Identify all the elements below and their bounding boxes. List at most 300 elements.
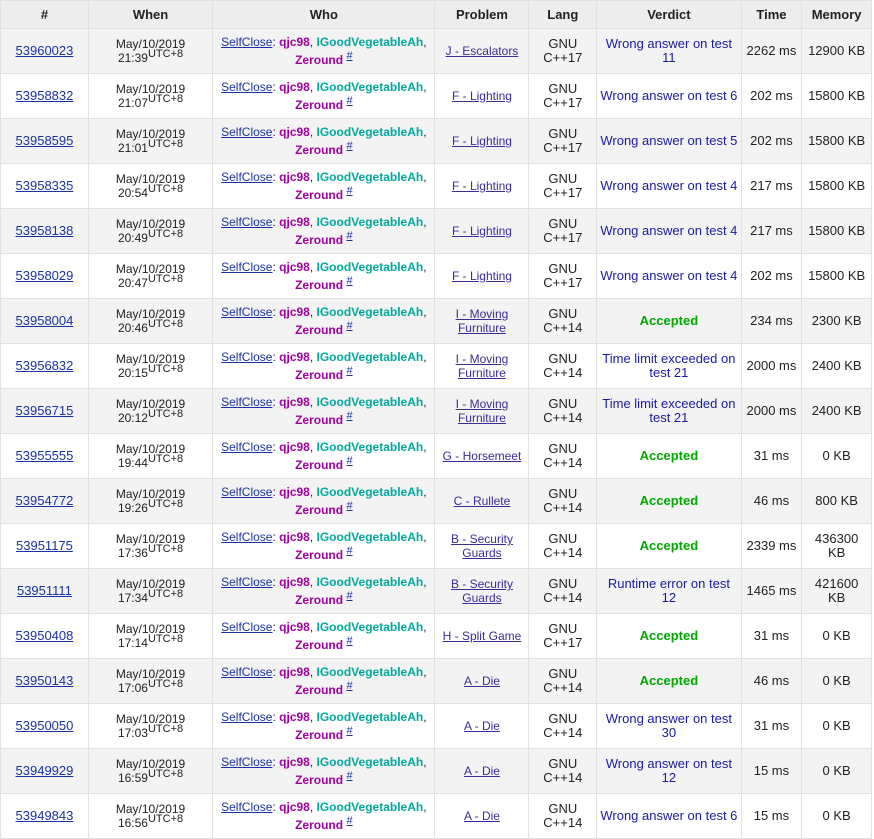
when-cell bbox=[88, 614, 212, 659]
member-link[interactable]: IGoodVegetableAh bbox=[316, 170, 424, 184]
header-problem: Problem bbox=[435, 1, 529, 29]
when-cell bbox=[88, 344, 212, 389]
who-cell: SelfClose: qjc98, IGoodVegetableAh, Zeround # bbox=[213, 749, 435, 794]
timezone-label: UTC+8 bbox=[147, 408, 184, 420]
team-hash-link[interactable]: # bbox=[346, 725, 353, 737]
timezone-label: UTC+8 bbox=[147, 588, 184, 600]
member-link[interactable]: IGoodVegetableAh bbox=[316, 800, 424, 814]
member-link[interactable]: Zeround bbox=[295, 683, 344, 697]
lang-cell: GNU C++17 bbox=[529, 209, 597, 254]
lang-cell: GNU C++14 bbox=[529, 704, 597, 749]
header-who: Who bbox=[213, 1, 435, 29]
team-link[interactable]: SelfClose bbox=[221, 125, 273, 139]
submission-id-link[interactable]: 53956832 bbox=[15, 358, 74, 373]
submission-time: 17:36 bbox=[117, 546, 148, 560]
problem-link[interactable]: J - Escalators bbox=[445, 44, 519, 58]
submission-date: May/10/2019 bbox=[115, 757, 186, 771]
when-cell bbox=[88, 119, 212, 164]
member-link[interactable]: IGoodVegetableAh bbox=[316, 35, 424, 49]
team-link[interactable]: SelfClose bbox=[221, 620, 273, 634]
who-cell: SelfClose: qjc98, IGoodVegetableAh, Zeround # bbox=[213, 254, 435, 299]
team-link[interactable]: SelfClose bbox=[221, 710, 273, 724]
timezone-label: UTC+8 bbox=[147, 543, 184, 555]
verdict-cell: Runtime error on test 12 bbox=[597, 569, 741, 614]
team-hash-link[interactable]: # bbox=[346, 815, 353, 827]
member-link[interactable]: Zeround bbox=[295, 458, 344, 472]
team-hash-link[interactable]: # bbox=[346, 365, 353, 377]
team-hash-link[interactable]: # bbox=[346, 410, 353, 422]
problem-cell bbox=[435, 749, 529, 794]
problem-link[interactable]: A - Die bbox=[463, 809, 500, 823]
problem-cell bbox=[435, 74, 529, 119]
member-link[interactable]: IGoodVegetableAh bbox=[316, 485, 424, 499]
submission-id-link[interactable]: 53958832 bbox=[15, 88, 74, 103]
when-cell bbox=[88, 794, 212, 839]
memory-cell: 421600 KB bbox=[802, 569, 872, 614]
submission-date: May/10/2019 bbox=[115, 667, 186, 681]
team-hash-link[interactable]: # bbox=[346, 320, 353, 332]
submission-time: 17:14 bbox=[117, 636, 148, 650]
submission-date: May/10/2019 bbox=[115, 37, 186, 51]
header-when: When bbox=[88, 1, 212, 29]
time-cell: 2000 ms bbox=[741, 344, 802, 389]
timezone-label: UTC+8 bbox=[147, 318, 184, 330]
who-cell: SelfClose: qjc98, IGoodVegetableAh, Zeround # bbox=[213, 659, 435, 704]
submission-id-link[interactable]: 53956715 bbox=[15, 403, 74, 418]
team-link[interactable]: SelfClose bbox=[221, 170, 273, 184]
problem-cell bbox=[435, 164, 529, 209]
team-link[interactable]: SelfClose bbox=[221, 575, 273, 589]
lang-cell: GNU C++17 bbox=[529, 614, 597, 659]
submission-id-cell bbox=[1, 659, 89, 704]
member-link[interactable]: IGoodVegetableAh bbox=[316, 350, 424, 364]
problem-cell bbox=[435, 614, 529, 659]
problem-link[interactable]: F - Lighting bbox=[451, 134, 512, 148]
member-link[interactable]: Zeround bbox=[295, 53, 344, 67]
submission-date: May/10/2019 bbox=[115, 127, 186, 141]
member-link[interactable]: Zeround bbox=[295, 368, 344, 382]
member-link[interactable]: Zeround bbox=[295, 638, 344, 652]
member-link[interactable]: qjc98 bbox=[279, 395, 310, 409]
memory-cell: 0 KB bbox=[802, 659, 872, 704]
member-link[interactable]: Zeround bbox=[295, 323, 344, 337]
submission-date: May/10/2019 bbox=[115, 712, 186, 726]
member-link[interactable]: Zeround bbox=[295, 143, 344, 157]
lang-cell: GNU C++14 bbox=[529, 389, 597, 434]
memory-cell: 436300 KB bbox=[802, 524, 872, 569]
table-header-row bbox=[1, 1, 872, 29]
submission-time: 16:56 bbox=[117, 816, 148, 830]
member-link[interactable]: Zeround bbox=[295, 98, 344, 112]
submission-id-link[interactable]: 53958138 bbox=[15, 223, 74, 238]
member-link[interactable]: qjc98 bbox=[279, 440, 310, 454]
problem-link[interactable]: F - Lighting bbox=[451, 224, 512, 238]
time-cell: 202 ms bbox=[741, 119, 802, 164]
header-lang: Lang bbox=[529, 1, 597, 29]
problem-link[interactable]: F - Lighting bbox=[451, 269, 512, 283]
submission-id-cell bbox=[1, 344, 89, 389]
team-link[interactable]: SelfClose bbox=[221, 800, 273, 814]
member-link[interactable]: IGoodVegetableAh bbox=[316, 755, 424, 769]
submission-time: 20:49 bbox=[117, 231, 148, 245]
who-cell: SelfClose: qjc98, IGoodVegetableAh, Zeround # bbox=[213, 434, 435, 479]
member-link[interactable]: IGoodVegetableAh bbox=[316, 530, 424, 544]
table-row bbox=[1, 749, 872, 794]
submission-id-cell bbox=[1, 479, 89, 524]
member-link[interactable]: IGoodVegetableAh bbox=[316, 80, 424, 94]
member-link[interactable]: qjc98 bbox=[279, 260, 310, 274]
team-hash-link[interactable]: # bbox=[346, 635, 353, 647]
submission-date: May/10/2019 bbox=[115, 172, 186, 186]
member-link[interactable]: qjc98 bbox=[279, 485, 310, 499]
when-cell bbox=[88, 74, 212, 119]
table-row bbox=[1, 389, 872, 434]
submission-time: 19:44 bbox=[117, 456, 148, 470]
member-link[interactable]: qjc98 bbox=[279, 215, 310, 229]
time-cell: 31 ms bbox=[741, 434, 802, 479]
problem-cell bbox=[435, 659, 529, 704]
submission-time: 20:54 bbox=[117, 186, 148, 200]
table-row bbox=[1, 344, 872, 389]
time-cell: 202 ms bbox=[741, 254, 802, 299]
member-link[interactable]: IGoodVegetableAh bbox=[316, 260, 424, 274]
member-link[interactable]: Zeround bbox=[295, 278, 344, 292]
memory-cell: 15800 KB bbox=[802, 164, 872, 209]
member-link[interactable]: qjc98 bbox=[279, 305, 310, 319]
time-cell: 1465 ms bbox=[741, 569, 802, 614]
time-cell: 2339 ms bbox=[741, 524, 802, 569]
submission-time: 19:26 bbox=[117, 501, 148, 515]
member-link[interactable]: IGoodVegetableAh bbox=[316, 305, 424, 319]
timezone-label: UTC+8 bbox=[147, 678, 184, 690]
member-link[interactable]: Zeround bbox=[295, 233, 344, 247]
submission-time: 20:47 bbox=[117, 276, 148, 290]
member-link[interactable]: Zeround bbox=[295, 818, 344, 832]
submission-id-link[interactable]: 53960023 bbox=[15, 43, 74, 58]
problem-link[interactable]: H - Split Game bbox=[442, 629, 522, 643]
time-cell: 15 ms bbox=[741, 749, 802, 794]
table-row bbox=[1, 254, 872, 299]
team-link[interactable]: SelfClose bbox=[221, 485, 273, 499]
team-hash-link[interactable]: # bbox=[346, 545, 353, 557]
team-link[interactable]: SelfClose bbox=[221, 530, 273, 544]
member-link[interactable]: qjc98 bbox=[279, 80, 310, 94]
problem-link[interactable]: C - Rullete bbox=[453, 494, 511, 508]
timezone-label: UTC+8 bbox=[147, 363, 184, 375]
lang-cell: GNU C++14 bbox=[529, 569, 597, 614]
member-link[interactable]: qjc98 bbox=[279, 350, 310, 364]
who-cell: SelfClose: qjc98, IGoodVegetableAh, Zeround # bbox=[213, 344, 435, 389]
team-link[interactable]: SelfClose bbox=[221, 755, 273, 769]
memory-cell: 2400 KB bbox=[802, 389, 872, 434]
member-link[interactable]: Zeround bbox=[295, 548, 344, 562]
verdict-cell: Wrong answer on test 6 bbox=[597, 74, 741, 119]
verdict-cell: Accepted bbox=[597, 434, 741, 479]
team-hash-link[interactable]: # bbox=[346, 50, 353, 62]
member-link[interactable]: qjc98 bbox=[279, 170, 310, 184]
timezone-label: UTC+8 bbox=[147, 183, 184, 195]
submission-id-cell bbox=[1, 254, 89, 299]
member-link[interactable]: IGoodVegetableAh bbox=[316, 125, 424, 139]
submission-id-link[interactable]: 53955555 bbox=[15, 448, 74, 463]
table-row bbox=[1, 614, 872, 659]
submission-id-cell bbox=[1, 704, 89, 749]
when-cell bbox=[88, 29, 212, 74]
who-cell: SelfClose: qjc98, IGoodVegetableAh, Zeround # bbox=[213, 389, 435, 434]
problem-cell bbox=[435, 704, 529, 749]
lang-cell: GNU C++17 bbox=[529, 254, 597, 299]
problem-link[interactable]: A - Die bbox=[463, 764, 500, 778]
lang-cell: GNU C++17 bbox=[529, 29, 597, 74]
memory-cell: 0 KB bbox=[802, 704, 872, 749]
submission-id-link[interactable]: 53950143 bbox=[15, 673, 74, 688]
member-link[interactable]: Zeround bbox=[295, 593, 344, 607]
verdict-cell: Accepted bbox=[597, 659, 741, 704]
timezone-label: UTC+8 bbox=[147, 48, 184, 60]
problem-cell bbox=[435, 479, 529, 524]
table-row bbox=[1, 74, 872, 119]
submission-date: May/10/2019 bbox=[115, 82, 186, 96]
submission-date: May/10/2019 bbox=[115, 352, 186, 366]
submission-time: 17:03 bbox=[117, 726, 148, 740]
submission-id-link[interactable]: 53958029 bbox=[15, 268, 74, 283]
when-cell bbox=[88, 164, 212, 209]
submission-id-cell bbox=[1, 524, 89, 569]
submission-id-link[interactable]: 53958004 bbox=[15, 313, 74, 328]
member-link[interactable]: IGoodVegetableAh bbox=[316, 215, 424, 229]
when-cell bbox=[88, 659, 212, 704]
when-cell bbox=[88, 704, 212, 749]
team-hash-link[interactable]: # bbox=[346, 275, 353, 287]
team-link[interactable]: SelfClose bbox=[221, 260, 273, 274]
lang-cell: GNU C++14 bbox=[529, 524, 597, 569]
submission-id-link[interactable]: 53958595 bbox=[15, 133, 74, 148]
problem-link[interactable]: B - Security Guards bbox=[450, 532, 513, 560]
table-row bbox=[1, 164, 872, 209]
memory-cell: 2400 KB bbox=[802, 344, 872, 389]
team-hash-link[interactable]: # bbox=[346, 680, 353, 692]
time-cell: 31 ms bbox=[741, 614, 802, 659]
verdict-cell: Accepted bbox=[597, 614, 741, 659]
member-link[interactable]: qjc98 bbox=[279, 665, 310, 679]
problem-cell bbox=[435, 119, 529, 164]
memory-cell: 15800 KB bbox=[802, 254, 872, 299]
submission-id-cell bbox=[1, 389, 89, 434]
problem-cell bbox=[435, 29, 529, 74]
who-cell: SelfClose: qjc98, IGoodVegetableAh, Zeround # bbox=[213, 209, 435, 254]
who-cell: SelfClose: qjc98, IGoodVegetableAh, Zeround # bbox=[213, 704, 435, 749]
submission-id-link[interactable]: 53958335 bbox=[15, 178, 74, 193]
submission-id-cell bbox=[1, 614, 89, 659]
problem-cell bbox=[435, 209, 529, 254]
submission-id-cell bbox=[1, 29, 89, 74]
time-cell: 234 ms bbox=[741, 299, 802, 344]
who-cell: SelfClose: qjc98, IGoodVegetableAh, Zeround # bbox=[213, 74, 435, 119]
member-link[interactable]: qjc98 bbox=[279, 125, 310, 139]
team-link[interactable]: SelfClose bbox=[221, 80, 273, 94]
team-hash-link[interactable]: # bbox=[346, 590, 353, 602]
timezone-label: UTC+8 bbox=[147, 93, 184, 105]
table-row bbox=[1, 29, 872, 74]
memory-cell: 15800 KB bbox=[802, 74, 872, 119]
member-link[interactable]: IGoodVegetableAh bbox=[316, 710, 424, 724]
who-cell: SelfClose: qjc98, IGoodVegetableAh, Zeround # bbox=[213, 119, 435, 164]
memory-cell: 0 KB bbox=[802, 614, 872, 659]
problem-link[interactable]: I - Moving Furniture bbox=[455, 397, 509, 425]
lang-cell: GNU C++14 bbox=[529, 344, 597, 389]
table-row bbox=[1, 704, 872, 749]
timezone-label: UTC+8 bbox=[147, 723, 184, 735]
timezone-label: UTC+8 bbox=[147, 228, 184, 240]
problem-link[interactable]: A - Die bbox=[463, 719, 500, 733]
member-link[interactable]: IGoodVegetableAh bbox=[316, 395, 424, 409]
table-row bbox=[1, 479, 872, 524]
member-link[interactable]: Zeround bbox=[295, 728, 344, 742]
submission-id-cell bbox=[1, 299, 89, 344]
problem-link[interactable]: A - Die bbox=[463, 674, 500, 688]
verdict-cell: Accepted bbox=[597, 524, 741, 569]
member-link[interactable]: qjc98 bbox=[279, 800, 310, 814]
submission-time: 20:15 bbox=[117, 366, 148, 380]
verdict-cell: Accepted bbox=[597, 299, 741, 344]
when-cell bbox=[88, 389, 212, 434]
problem-link[interactable]: I - Moving Furniture bbox=[455, 307, 509, 335]
submission-id-cell bbox=[1, 74, 89, 119]
submission-date: May/10/2019 bbox=[115, 802, 186, 816]
verdict-cell: Wrong answer on test 12 bbox=[597, 749, 741, 794]
table-row bbox=[1, 119, 872, 164]
who-cell: SelfClose: qjc98, IGoodVegetableAh, Zeround # bbox=[213, 794, 435, 839]
when-cell bbox=[88, 209, 212, 254]
lang-cell: GNU C++17 bbox=[529, 164, 597, 209]
memory-cell: 800 KB bbox=[802, 479, 872, 524]
member-link[interactable]: Zeround bbox=[295, 188, 344, 202]
lang-cell: GNU C++14 bbox=[529, 434, 597, 479]
verdict-cell: Time limit exceeded on test 21 bbox=[597, 389, 741, 434]
problem-link[interactable]: B - Security Guards bbox=[450, 577, 513, 605]
submission-id-cell bbox=[1, 119, 89, 164]
submission-id-link[interactable]: 53951111 bbox=[16, 583, 72, 598]
when-cell bbox=[88, 299, 212, 344]
time-cell: 202 ms bbox=[741, 74, 802, 119]
team-link[interactable]: SelfClose bbox=[221, 440, 273, 454]
header-time: Time bbox=[741, 1, 802, 29]
team-hash-link[interactable]: # bbox=[346, 185, 353, 197]
timezone-label: UTC+8 bbox=[147, 273, 184, 285]
team-link[interactable]: SelfClose bbox=[221, 395, 273, 409]
team-link[interactable]: SelfClose bbox=[221, 665, 273, 679]
submission-id-link[interactable]: 53951175 bbox=[16, 538, 73, 553]
verdict-cell: Wrong answer on test 11 bbox=[597, 29, 741, 74]
team-hash-link[interactable]: # bbox=[346, 95, 353, 107]
member-link[interactable]: IGoodVegetableAh bbox=[316, 440, 424, 454]
team-link[interactable]: SelfClose bbox=[221, 35, 273, 49]
problem-cell bbox=[435, 434, 529, 479]
submission-date: May/10/2019 bbox=[115, 577, 186, 591]
lang-cell: GNU C++17 bbox=[529, 119, 597, 164]
member-link[interactable]: qjc98 bbox=[279, 710, 310, 724]
member-link[interactable]: IGoodVegetableAh bbox=[316, 575, 424, 589]
team-hash-link[interactable]: # bbox=[346, 455, 353, 467]
table-row bbox=[1, 569, 872, 614]
memory-cell: 0 KB bbox=[802, 434, 872, 479]
member-link[interactable]: Zeround bbox=[295, 503, 344, 517]
time-cell: 31 ms bbox=[741, 704, 802, 749]
who-cell: SelfClose: qjc98, IGoodVegetableAh, Zeround # bbox=[213, 164, 435, 209]
submission-id-link[interactable]: 53950050 bbox=[15, 718, 74, 733]
time-cell: 46 ms bbox=[741, 479, 802, 524]
when-cell bbox=[88, 434, 212, 479]
table-row bbox=[1, 299, 872, 344]
submission-id-link[interactable]: 53949843 bbox=[15, 808, 74, 823]
time-cell: 217 ms bbox=[741, 209, 802, 254]
team-hash-link[interactable]: # bbox=[346, 770, 353, 782]
submission-date: May/10/2019 bbox=[115, 217, 186, 231]
table-body bbox=[1, 29, 872, 839]
team-hash-link[interactable]: # bbox=[346, 230, 353, 242]
member-link[interactable]: qjc98 bbox=[279, 620, 310, 634]
who-cell: SelfClose: qjc98, IGoodVegetableAh, Zeround # bbox=[213, 299, 435, 344]
problem-cell bbox=[435, 569, 529, 614]
timezone-label: UTC+8 bbox=[147, 498, 184, 510]
member-link[interactable]: qjc98 bbox=[279, 575, 310, 589]
table-row bbox=[1, 524, 872, 569]
submission-id-cell bbox=[1, 569, 89, 614]
team-hash-link[interactable]: # bbox=[346, 140, 353, 152]
member-link[interactable]: Zeround bbox=[295, 413, 344, 427]
verdict-cell: Accepted bbox=[597, 479, 741, 524]
verdict-cell: Wrong answer on test 30 bbox=[597, 704, 741, 749]
team-link[interactable]: SelfClose bbox=[221, 350, 273, 364]
when-cell bbox=[88, 569, 212, 614]
when-cell bbox=[88, 479, 212, 524]
problem-cell bbox=[435, 389, 529, 434]
submission-id-link[interactable]: 53949929 bbox=[15, 763, 74, 778]
timezone-label: UTC+8 bbox=[147, 813, 184, 825]
problem-link[interactable]: F - Lighting bbox=[451, 89, 512, 103]
time-cell: 2262 ms bbox=[741, 29, 802, 74]
submission-id-link[interactable]: 53954772 bbox=[15, 493, 74, 508]
timezone-label: UTC+8 bbox=[147, 138, 184, 150]
when-cell bbox=[88, 254, 212, 299]
member-link[interactable]: Zeround bbox=[295, 773, 344, 787]
team-hash-link[interactable]: # bbox=[346, 500, 353, 512]
verdict-cell: Wrong answer on test 4 bbox=[597, 209, 741, 254]
submission-time: 20:46 bbox=[117, 321, 148, 335]
member-link[interactable]: IGoodVegetableAh bbox=[316, 620, 424, 634]
problem-link[interactable]: F - Lighting bbox=[451, 179, 512, 193]
problem-link[interactable]: G - Horsemeet bbox=[442, 449, 522, 463]
submission-time: 21:39 bbox=[117, 51, 148, 65]
table-row bbox=[1, 659, 872, 704]
member-link[interactable]: qjc98 bbox=[279, 35, 310, 49]
problem-cell bbox=[435, 299, 529, 344]
member-link[interactable]: qjc98 bbox=[279, 755, 310, 769]
table-row bbox=[1, 794, 872, 839]
team-link[interactable]: SelfClose bbox=[221, 215, 273, 229]
submission-id-link[interactable]: 53950408 bbox=[15, 628, 74, 643]
team-link[interactable]: SelfClose bbox=[221, 305, 273, 319]
member-link[interactable]: IGoodVegetableAh bbox=[316, 665, 424, 679]
table-row bbox=[1, 434, 872, 479]
header-memory: Memory bbox=[802, 1, 872, 29]
table-row bbox=[1, 209, 872, 254]
problem-link[interactable]: I - Moving Furniture bbox=[455, 352, 509, 380]
problem-cell bbox=[435, 524, 529, 569]
member-link[interactable]: qjc98 bbox=[279, 530, 310, 544]
problem-cell bbox=[435, 344, 529, 389]
header-verdict: Verdict bbox=[597, 1, 741, 29]
